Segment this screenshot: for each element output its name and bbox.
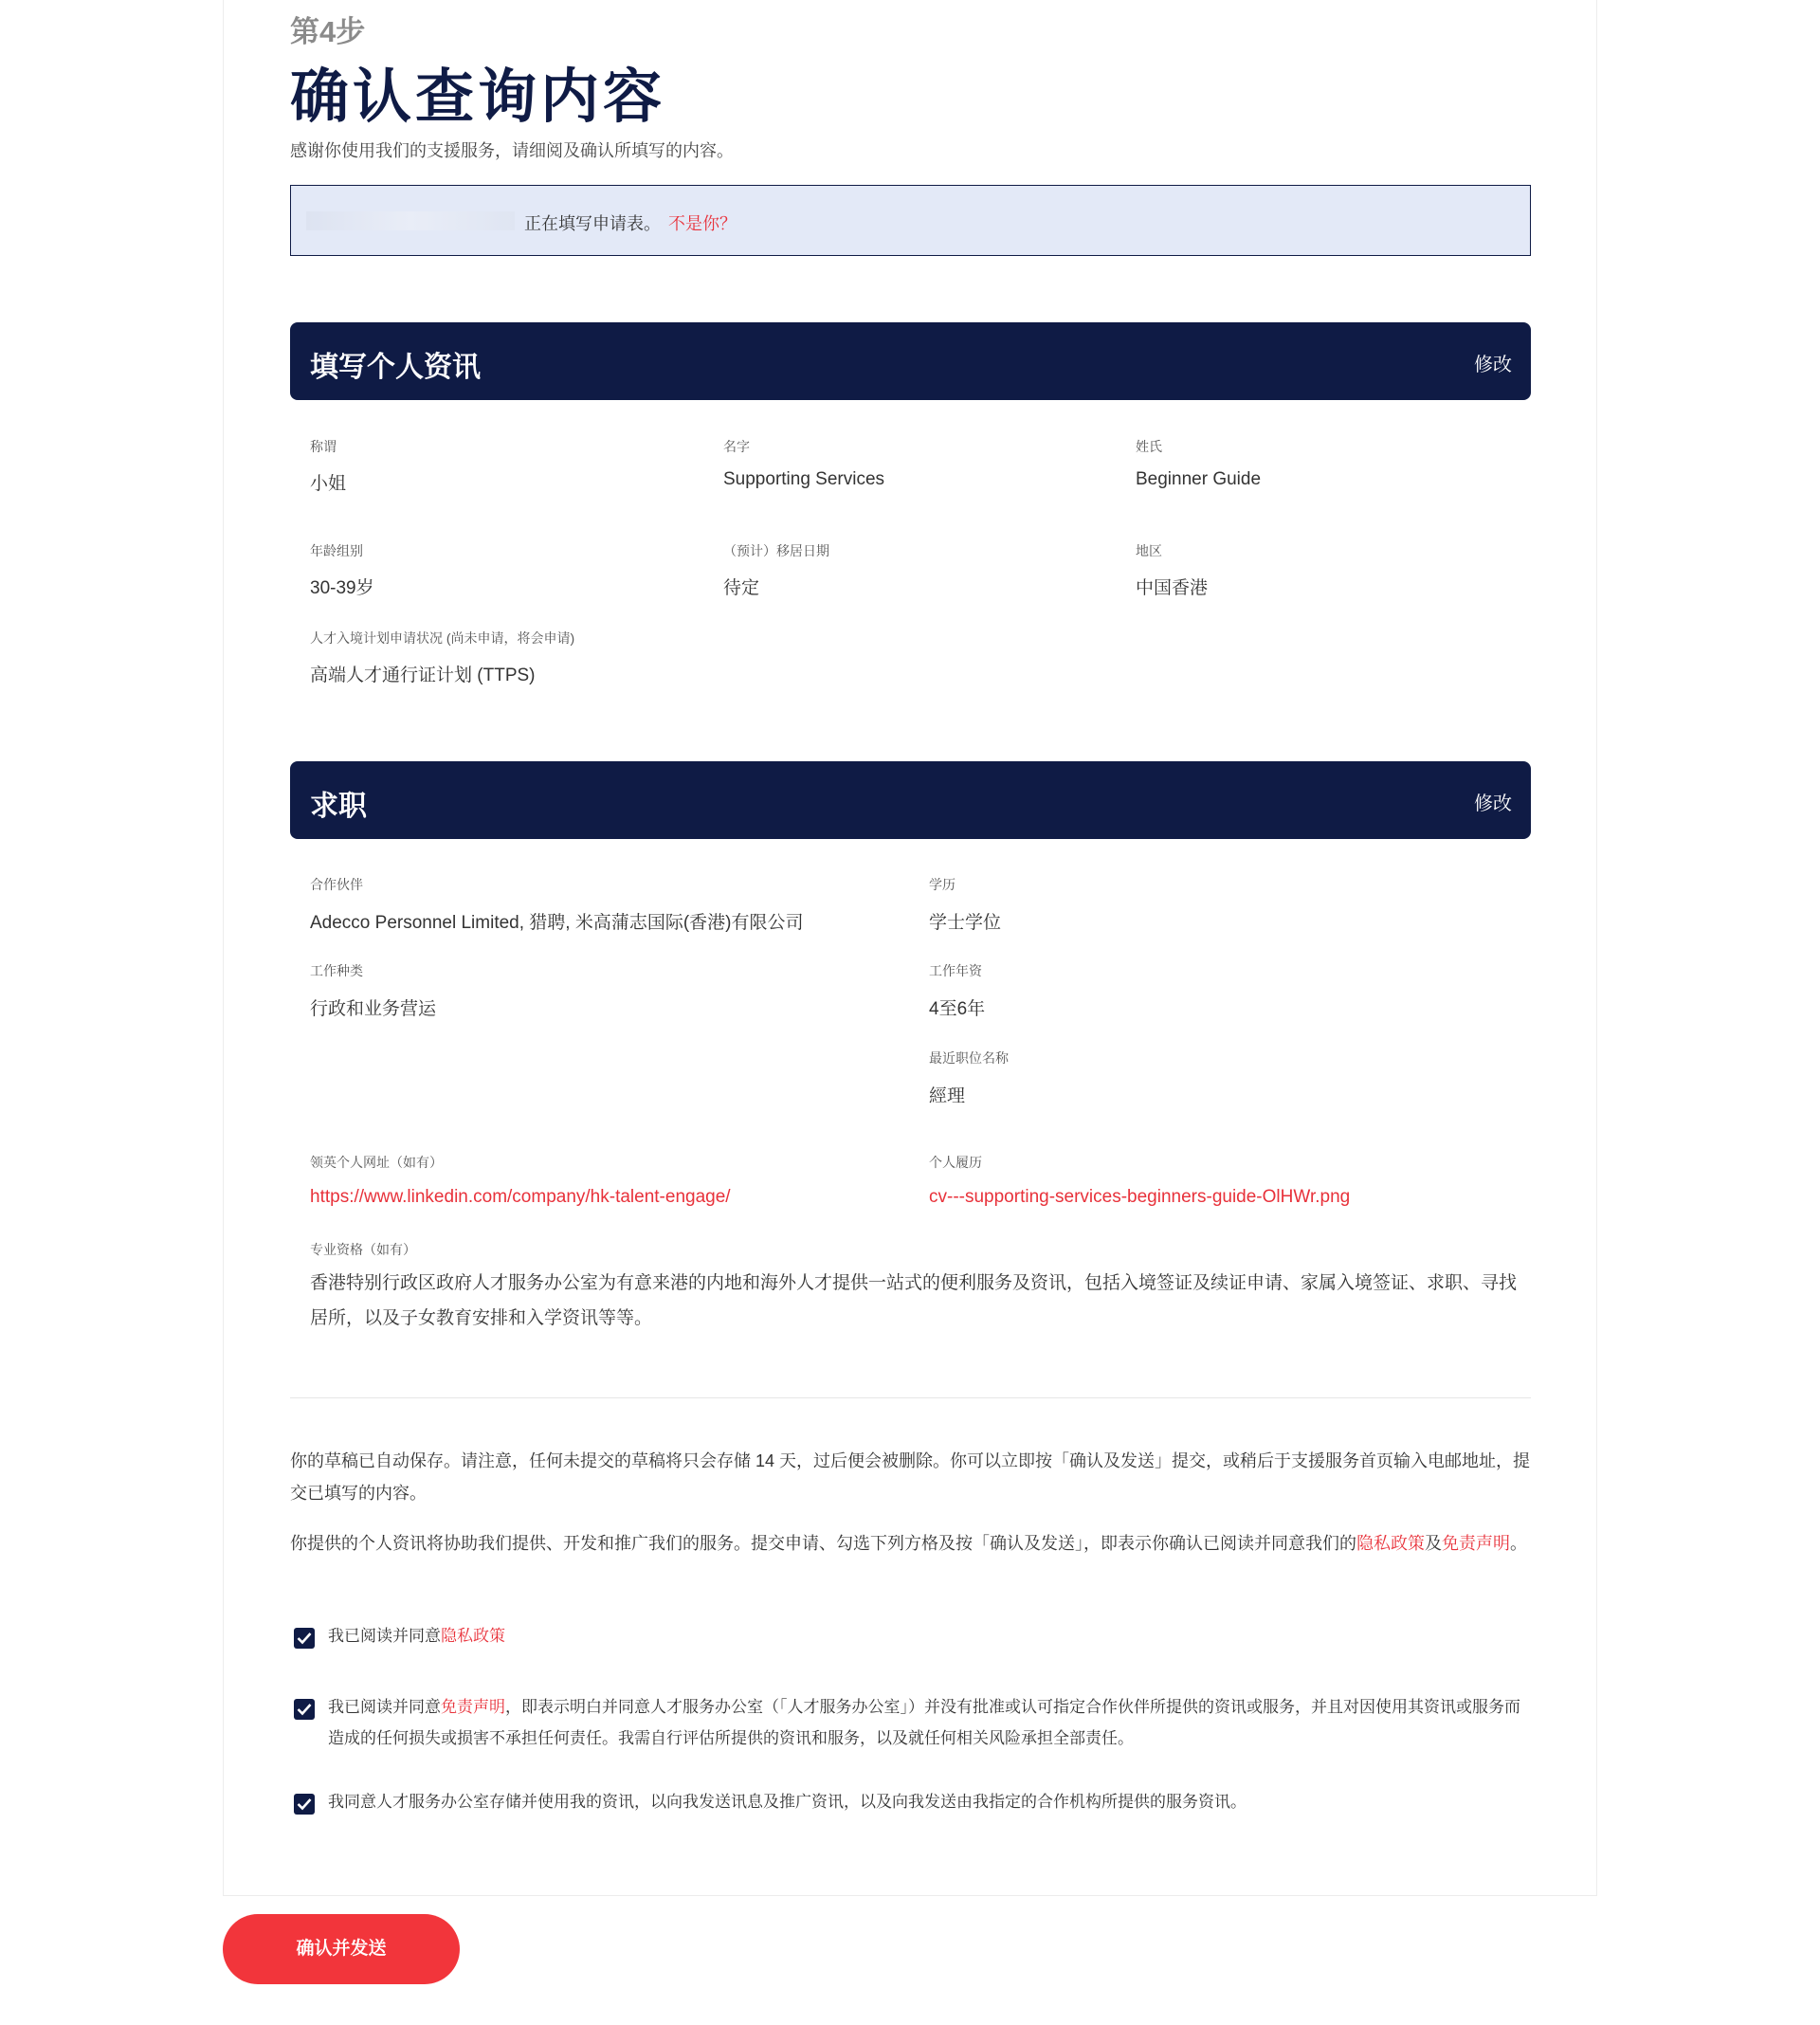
redacted-user-name — [306, 211, 515, 230]
checkbox-text: ，即表示明白并同意人才服务办公室（「人才服务办公室」）并没有批准或认可指定合作伙伴所提供的资讯或服务，并且对因使用其资讯或服务而造成的任何损失或损害不承担任何责任。我需自行评估所提供的资讯和服务，以及就任何相关风险承担全部责任。 — [328, 1698, 1520, 1747]
privacy-note — [290, 1527, 1532, 1560]
field-label: 人才入境计划申请状况 (尚未申请，将会申请) — [310, 630, 575, 646]
privacy-checkbox-label — [328, 1620, 1522, 1651]
field-value: 中国香港 — [1136, 578, 1209, 598]
privacy-end-text: 。 — [1510, 1534, 1527, 1553]
checkbox-text: 我已阅读并同意 — [328, 1627, 441, 1645]
marketing-consent-checkbox[interactable] — [294, 1794, 315, 1815]
checkmark-icon — [297, 1797, 312, 1811]
field-value: 待定 — [723, 578, 760, 598]
personal-edit-link[interactable]: 修改 — [1474, 355, 1512, 375]
section-divider — [290, 1397, 1531, 1398]
field-value: 小姐 — [310, 474, 347, 494]
field-label: 称谓 — [310, 439, 337, 454]
field-value: Supporting Services — [723, 469, 885, 489]
qualification-label: 专业资格（如有） — [310, 1242, 416, 1257]
education-value: 学士学位 — [929, 913, 1002, 933]
form-card — [223, 0, 1597, 1896]
checkbox-text: 我已阅读并同意 — [328, 1698, 441, 1716]
field-value: 高端人才通行证计划 (TTPS) — [310, 666, 536, 685]
privacy-policy-link[interactable]: 隐私政策 — [1356, 1534, 1425, 1553]
intro-text: 感谢你使用我们的支援服务，请细阅及确认所填写的内容。 — [290, 141, 734, 160]
field-label: （预计）移居日期 — [723, 543, 829, 558]
user-notice-box — [290, 185, 1531, 256]
partner-value: Adecco Personnel Limited, 猎聘, 米高蒲志国际(香港)有限公司 — [310, 913, 804, 933]
linkedin-label: 领英个人网址（如有） — [310, 1155, 443, 1170]
job-title: 求职 — [310, 791, 367, 822]
checkmark-icon — [297, 1703, 312, 1716]
field-value: 30-39岁 — [310, 578, 374, 598]
disclaimer-checkbox[interactable] — [294, 1699, 315, 1720]
draft-note: 你的草稿已自动保存。请注意，任何未提交的草稿将只会存储 14 天，过后便会被删除。你可以立即按「确认及发送」提交，或稍后于支援服务首页输入电邮地址，提交已填写的内容。 — [290, 1451, 1531, 1503]
privacy-policy-link[interactable]: 隐私政策 — [441, 1627, 505, 1645]
field-label: 姓氏 — [1136, 439, 1162, 454]
job-header — [290, 761, 1531, 839]
notice-text — [524, 210, 737, 235]
experience-value: 4至6年 — [929, 999, 986, 1019]
privacy-note-text: 你提供的个人资讯将协助我们提供、开发和推广我们的服务。提交申请、勾选下列方格及按「确认及发送」，即表示你确认已阅读并同意我们的 — [290, 1534, 1356, 1553]
marketing-consent-label: 我同意人才服务办公室存储并使用我的资讯，以向我发送讯息及推广资讯，以及向我发送由我指定的合作机构所提供的服务资讯。 — [328, 1793, 1247, 1811]
step-label: 第4步 — [290, 15, 366, 48]
cv-file-link[interactable]: cv---supporting-services-beginners-guide-OlHWr.png — [929, 1187, 1351, 1207]
field-value: Beginner Guide — [1136, 469, 1262, 489]
privacy-checkbox[interactable] — [294, 1628, 315, 1649]
not-you-link[interactable]: 不是你？ — [668, 214, 737, 233]
experience-label: 工作年资 — [929, 963, 982, 978]
disclaimer-link[interactable]: 免责声明 — [1442, 1534, 1510, 1553]
education-label: 学历 — [929, 877, 956, 892]
linkedin-link[interactable]: https://www.linkedin.com/company/hk-talent-engage/ — [310, 1187, 731, 1207]
field-label: 地区 — [1136, 543, 1162, 558]
job-edit-link[interactable]: 修改 — [1474, 794, 1512, 814]
position-label: 最近职位名称 — [929, 1050, 1009, 1066]
notice-message: 正在填写申请表。 — [524, 214, 661, 233]
jobtype-label: 工作种类 — [310, 963, 363, 978]
privacy-and-text: 及 — [1425, 1534, 1442, 1553]
checkmark-icon — [297, 1632, 312, 1645]
position-value: 經理 — [929, 1086, 966, 1106]
personal-info-header — [290, 322, 1531, 400]
field-label: 名字 — [723, 439, 750, 454]
field-label: 年龄组别 — [310, 543, 363, 558]
page-title: 确认查询内容 — [290, 64, 666, 130]
partner-label: 合作伙伴 — [310, 877, 363, 892]
jobtype-value: 行政和业务营运 — [310, 999, 437, 1019]
disclaimer-checkbox-label — [328, 1691, 1522, 1754]
qualification-value: 香港特别行政区政府人才服务办公室为有意来港的内地和海外人才提供一站式的便利服务及资讯，包括入境签证及续证申请、家属入境签证、求职、寻找居所，以及子女教育安排和入学资讯等等。 — [310, 1273, 1518, 1328]
cv-label: 个人履历 — [929, 1155, 982, 1170]
personal-info-title: 填写个人资讯 — [310, 352, 481, 383]
confirm-send-button[interactable]: 确认并发送 — [223, 1914, 460, 1984]
disclaimer-link[interactable]: 免责声明 — [441, 1698, 505, 1716]
